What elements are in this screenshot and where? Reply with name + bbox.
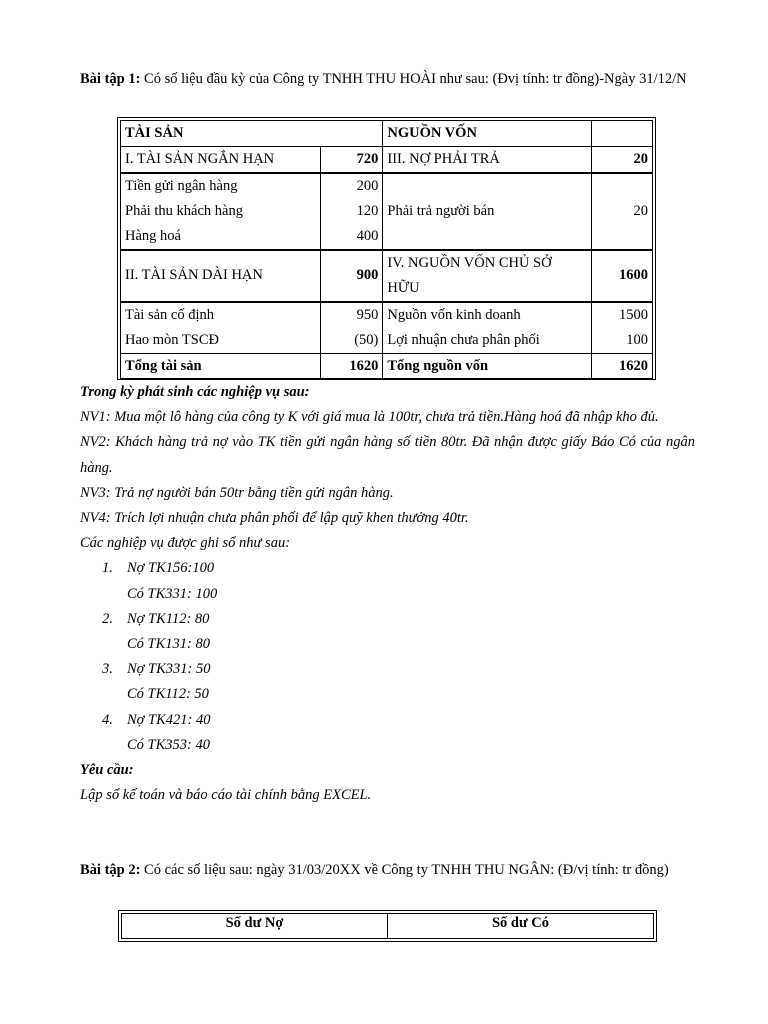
exercise1-intro-text: Có số liệu đầu kỳ của Công ty TNHH THU HOÀI như sau: (Đvị tính: tr đồng)-Ngày 31/12/N: [140, 71, 687, 87]
entry-index: 4.: [102, 711, 113, 728]
transaction-item: NV3: Trả nợ người bán 50tr bằng tiền gửi ngân hàng.: [80, 484, 394, 501]
payable-label: Phải trả người bán: [383, 173, 592, 250]
exercise2-intro: [80, 857, 695, 883]
journal-entry: [80, 607, 695, 632]
balance-sheet-table: [117, 117, 656, 380]
entry-credit: Có TK353: 40: [127, 736, 210, 753]
entry-credit: Có TK112: 50: [127, 686, 209, 703]
st-items-values: [321, 173, 383, 250]
header-assets: TÀI SẢN: [121, 121, 383, 147]
journal-entry: [80, 708, 695, 733]
equity-item-name: Nguồn vốn kinh doanh: [387, 306, 521, 323]
st-item-name: Phải thu khách hàng: [125, 202, 243, 219]
transaction-item: NV1: Mua một lô hàng của công ty K với giá mua là 100tr, chưa trả tiền.Hàng hoá đã nhập kho đủ.: [80, 409, 659, 426]
journal-entry-credit: [80, 582, 695, 607]
equity-value: 1600: [592, 250, 653, 302]
entry-index: 1.: [102, 560, 113, 577]
equity-items-values: [592, 302, 653, 354]
equity-item-value: 1500: [619, 306, 648, 323]
equity-item-value: 100: [626, 331, 648, 348]
header-empty: [592, 121, 653, 147]
st-item-name: Hàng hoá: [125, 227, 181, 244]
transaction-item: NV4: Trích lợi nhuận chưa phân phối để lập quỹ khen thưởng 40tr.: [80, 510, 469, 527]
entry-credit: Có TK131: 80: [127, 636, 210, 653]
lt-item-value: 950: [356, 306, 379, 323]
entries-title: Các nghiệp vụ được ghi sổ như sau:: [80, 535, 291, 552]
exercise1-label: Bài tập 1:: [80, 71, 141, 87]
st-item-value: 200: [356, 177, 379, 194]
equity-items-names: [383, 302, 592, 354]
entry-debit: Nợ TK421: 40: [127, 711, 211, 728]
journal-entry-credit: [80, 632, 695, 657]
balance-table-2: [118, 910, 657, 942]
exercise2-label: Bài tập 2:: [80, 862, 141, 878]
journal-entry: [80, 657, 695, 682]
entry-index: 2.: [102, 610, 113, 627]
journal-entry-credit: [80, 733, 695, 758]
requirement-text: Lập sổ kế toán và báo cáo tài chính bằng EXCEL.: [80, 787, 372, 804]
journal-entry: [80, 556, 695, 581]
exercise1-intro: [80, 66, 695, 92]
journal-entries-list: [80, 556, 695, 758]
liabilities-value: 20: [592, 147, 653, 173]
header-debit-balance: Số dư Nợ: [122, 914, 388, 939]
header-credit-balance: Số dư Có: [388, 914, 654, 939]
total-sources-label: Tổng nguồn vốn: [383, 354, 592, 379]
total-sources-value: 1620: [592, 354, 653, 379]
lt-items-names: [121, 302, 321, 354]
st-item-name: Tiền gửi ngân hàng: [125, 177, 238, 194]
lt-items-values: [321, 302, 383, 354]
lt-item-name: Hao mòn TSCĐ: [125, 331, 219, 348]
entry-credit: Có TK331: 100: [127, 585, 218, 602]
liabilities-label: III. NỢ PHẢI TRẢ: [383, 147, 592, 173]
lt-item-name: Tài sản cố định: [125, 306, 214, 323]
payable-value: 20: [592, 173, 653, 250]
short-term-assets-value: 720: [321, 147, 383, 173]
long-term-assets-value: 900: [321, 250, 383, 302]
long-term-assets-label: II. TÀI SẢN DÀI HẠN: [121, 250, 321, 302]
short-term-assets-label: I. TÀI SẢN NGẮN HẠN: [121, 147, 321, 173]
requirement-title: Yêu cầu:: [80, 762, 134, 779]
total-assets-label: Tổng tài sản: [121, 354, 321, 379]
entry-debit: Nợ TK156:100: [127, 560, 215, 577]
transaction-item: NV2: Khách hàng trả nợ vào TK tiền gửi ngân hàng số tiền 80tr. Đã nhận được giấy Báo Có của ngân hàng.: [80, 434, 695, 476]
header-sources: NGUỒN VỐN: [383, 121, 592, 147]
entry-debit: Nợ TK331: 50: [127, 661, 211, 678]
st-items-names: [121, 173, 321, 250]
journal-entry-credit: [80, 682, 695, 707]
st-item-value: 400: [356, 227, 379, 244]
total-assets-value: 1620: [321, 354, 383, 379]
transactions-section: [80, 380, 695, 808]
entry-index: 3.: [102, 661, 113, 678]
equity-label: IV. NGUỒN VỐN CHỦ SỞ HỮU: [383, 250, 592, 302]
during-title: Trong kỳ phát sinh các nghiệp vụ sau:: [80, 384, 310, 400]
entry-debit: Nợ TK112: 80: [127, 610, 210, 627]
exercise2-intro-text: Có các số liệu sau: ngày 31/03/20XX về Công ty TNHH THU NGÂN: (Đ/vị tính: tr đồng): [140, 862, 669, 878]
lt-item-value: (50): [354, 331, 379, 348]
st-item-value: 120: [356, 202, 379, 219]
equity-item-name: Lợi nhuận chưa phân phối: [387, 331, 540, 348]
